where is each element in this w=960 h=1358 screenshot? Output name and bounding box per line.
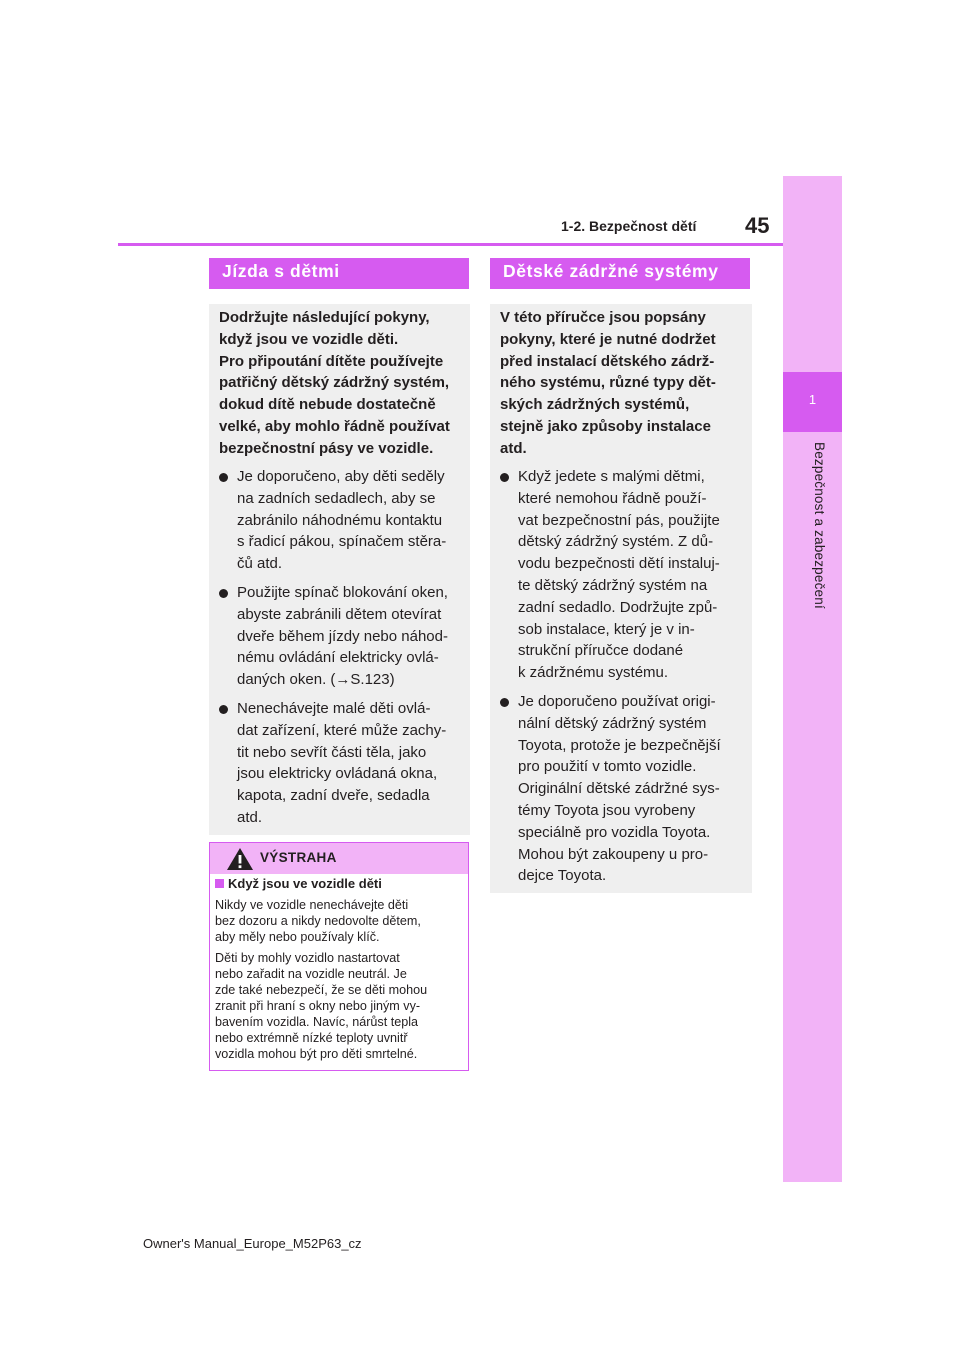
bullet-icon <box>219 589 228 598</box>
warning-box <box>209 842 469 1071</box>
warning-subheading: Když jsou ve vozidle děti <box>215 876 382 891</box>
right-intro: V této příručce jsou popsány pokyny, které je nutné dodržet před instalací dětského zádrž- ného systému, různé typy dět- ských zádržných systémů, stejně jako způsoby instalace atd. <box>500 309 716 457</box>
header-rule <box>118 243 783 246</box>
warning-title: VÝSTRAHA <box>260 850 337 865</box>
page-number: 45 <box>745 213 770 238</box>
footer-text: Owner's Manual_Europe_M52P63_cz <box>143 1236 362 1251</box>
bullet-icon <box>219 705 228 714</box>
right-panel: V této příručce jsou popsány pokyny, které je nutné dodržet před instalací dětského zádrž- ného systému, různé typy dět- ských zádržných systémů, stejně jako způsoby instalace atd. Když jedete s malými dětmi, které nemohou řádně použí- vat bezpečnostní pás, použijte dětský zádržný systém. Z dů- vodu bezpečnosti dětí instaluj- te dětský zádržný systém na zadní sedadlo. Dodržujte způ- sob instalace, který je v in- strukční příručce dodané k zádržnému systému. Je doporučeno používat origi- nální dětský zádržný systém Toyota, protože je bezpečnější pro použití v tomto vozidle. Originální dětské zádržné sys- témy Toyota jsou vyrobeny speciálně pro vozidla Toyota. Mohou být zakoupeny u pro- dejce Toyota. <box>490 304 752 893</box>
section-title: 1-2. Bezpečnost dětí <box>561 218 697 234</box>
warning-paragraph-1: Nikdy ve vozidle nenechávejte děti bez dozoru a nikdy nedovolte dětem, aby měly nebo používaly klíč. <box>215 898 421 944</box>
chapter-label: Bezpečnost a zabezpečení <box>812 442 827 609</box>
right-heading: Dětské zádržné systémy <box>490 258 750 289</box>
warning-header <box>210 843 468 874</box>
chapter-side-tab <box>783 176 842 1182</box>
bullet-icon <box>219 473 228 482</box>
left-heading: Jízda s dětmi <box>209 258 469 289</box>
square-bullet-icon <box>215 879 224 888</box>
bullet-icon <box>500 473 509 482</box>
warning-paragraph-2: Děti by mohly vozidlo nastartovat nebo zařadit na vozidle neutrál. Je zde také nebezpečí, že se děti mohou zranit při hraní s okny nebo jiným vy- bavením vozidla. Navíc, nárůst tepla nebo extrémně nízké teploty uvnitř vozidla mohou být pro děti smrtelné. <box>215 951 428 1061</box>
left-panel: Dodržujte následující pokyny, když jsou ve vozidle děti. Pro připoutání dítěte používejte patřičný dětský zádržný systém, dokud dítě nebude dostatečně velké, aby mohlo řádně používat bezpečnostní pásy ve vozidle. Je doporučeno, aby děti seděly na zadních sedadlech, aby se zabránilo náhodnému kontaktu s řadicí pákou, spínačem stěra- čů atd. Použijte spínač blokování oken, abyste zabránili dětem otevírat dveře během jízdy nebo náhod- nému ovládání elektricky ovlá- daných oken. (→S.123) Nenechávejte malé děti ovlá- dat zařízení, které může zachy- tit nebo sevřít části těla, jako jsou elektricky ovládaná okna, kapota, zadní dveře, sedadla atd. <box>209 304 470 835</box>
left-intro: Dodržujte následující pokyny, když jsou ve vozidle děti. Pro připoutání dítěte používejte patřičný dětský zádržný systém, dokud dítě nebude dostatečně velké, aby mohlo řádně používat bezpečnostní pásy ve vozidle. <box>219 309 450 457</box>
warning-triangle-icon <box>226 847 254 871</box>
chapter-number: 1 <box>808 392 817 407</box>
bullet-icon <box>500 698 509 707</box>
